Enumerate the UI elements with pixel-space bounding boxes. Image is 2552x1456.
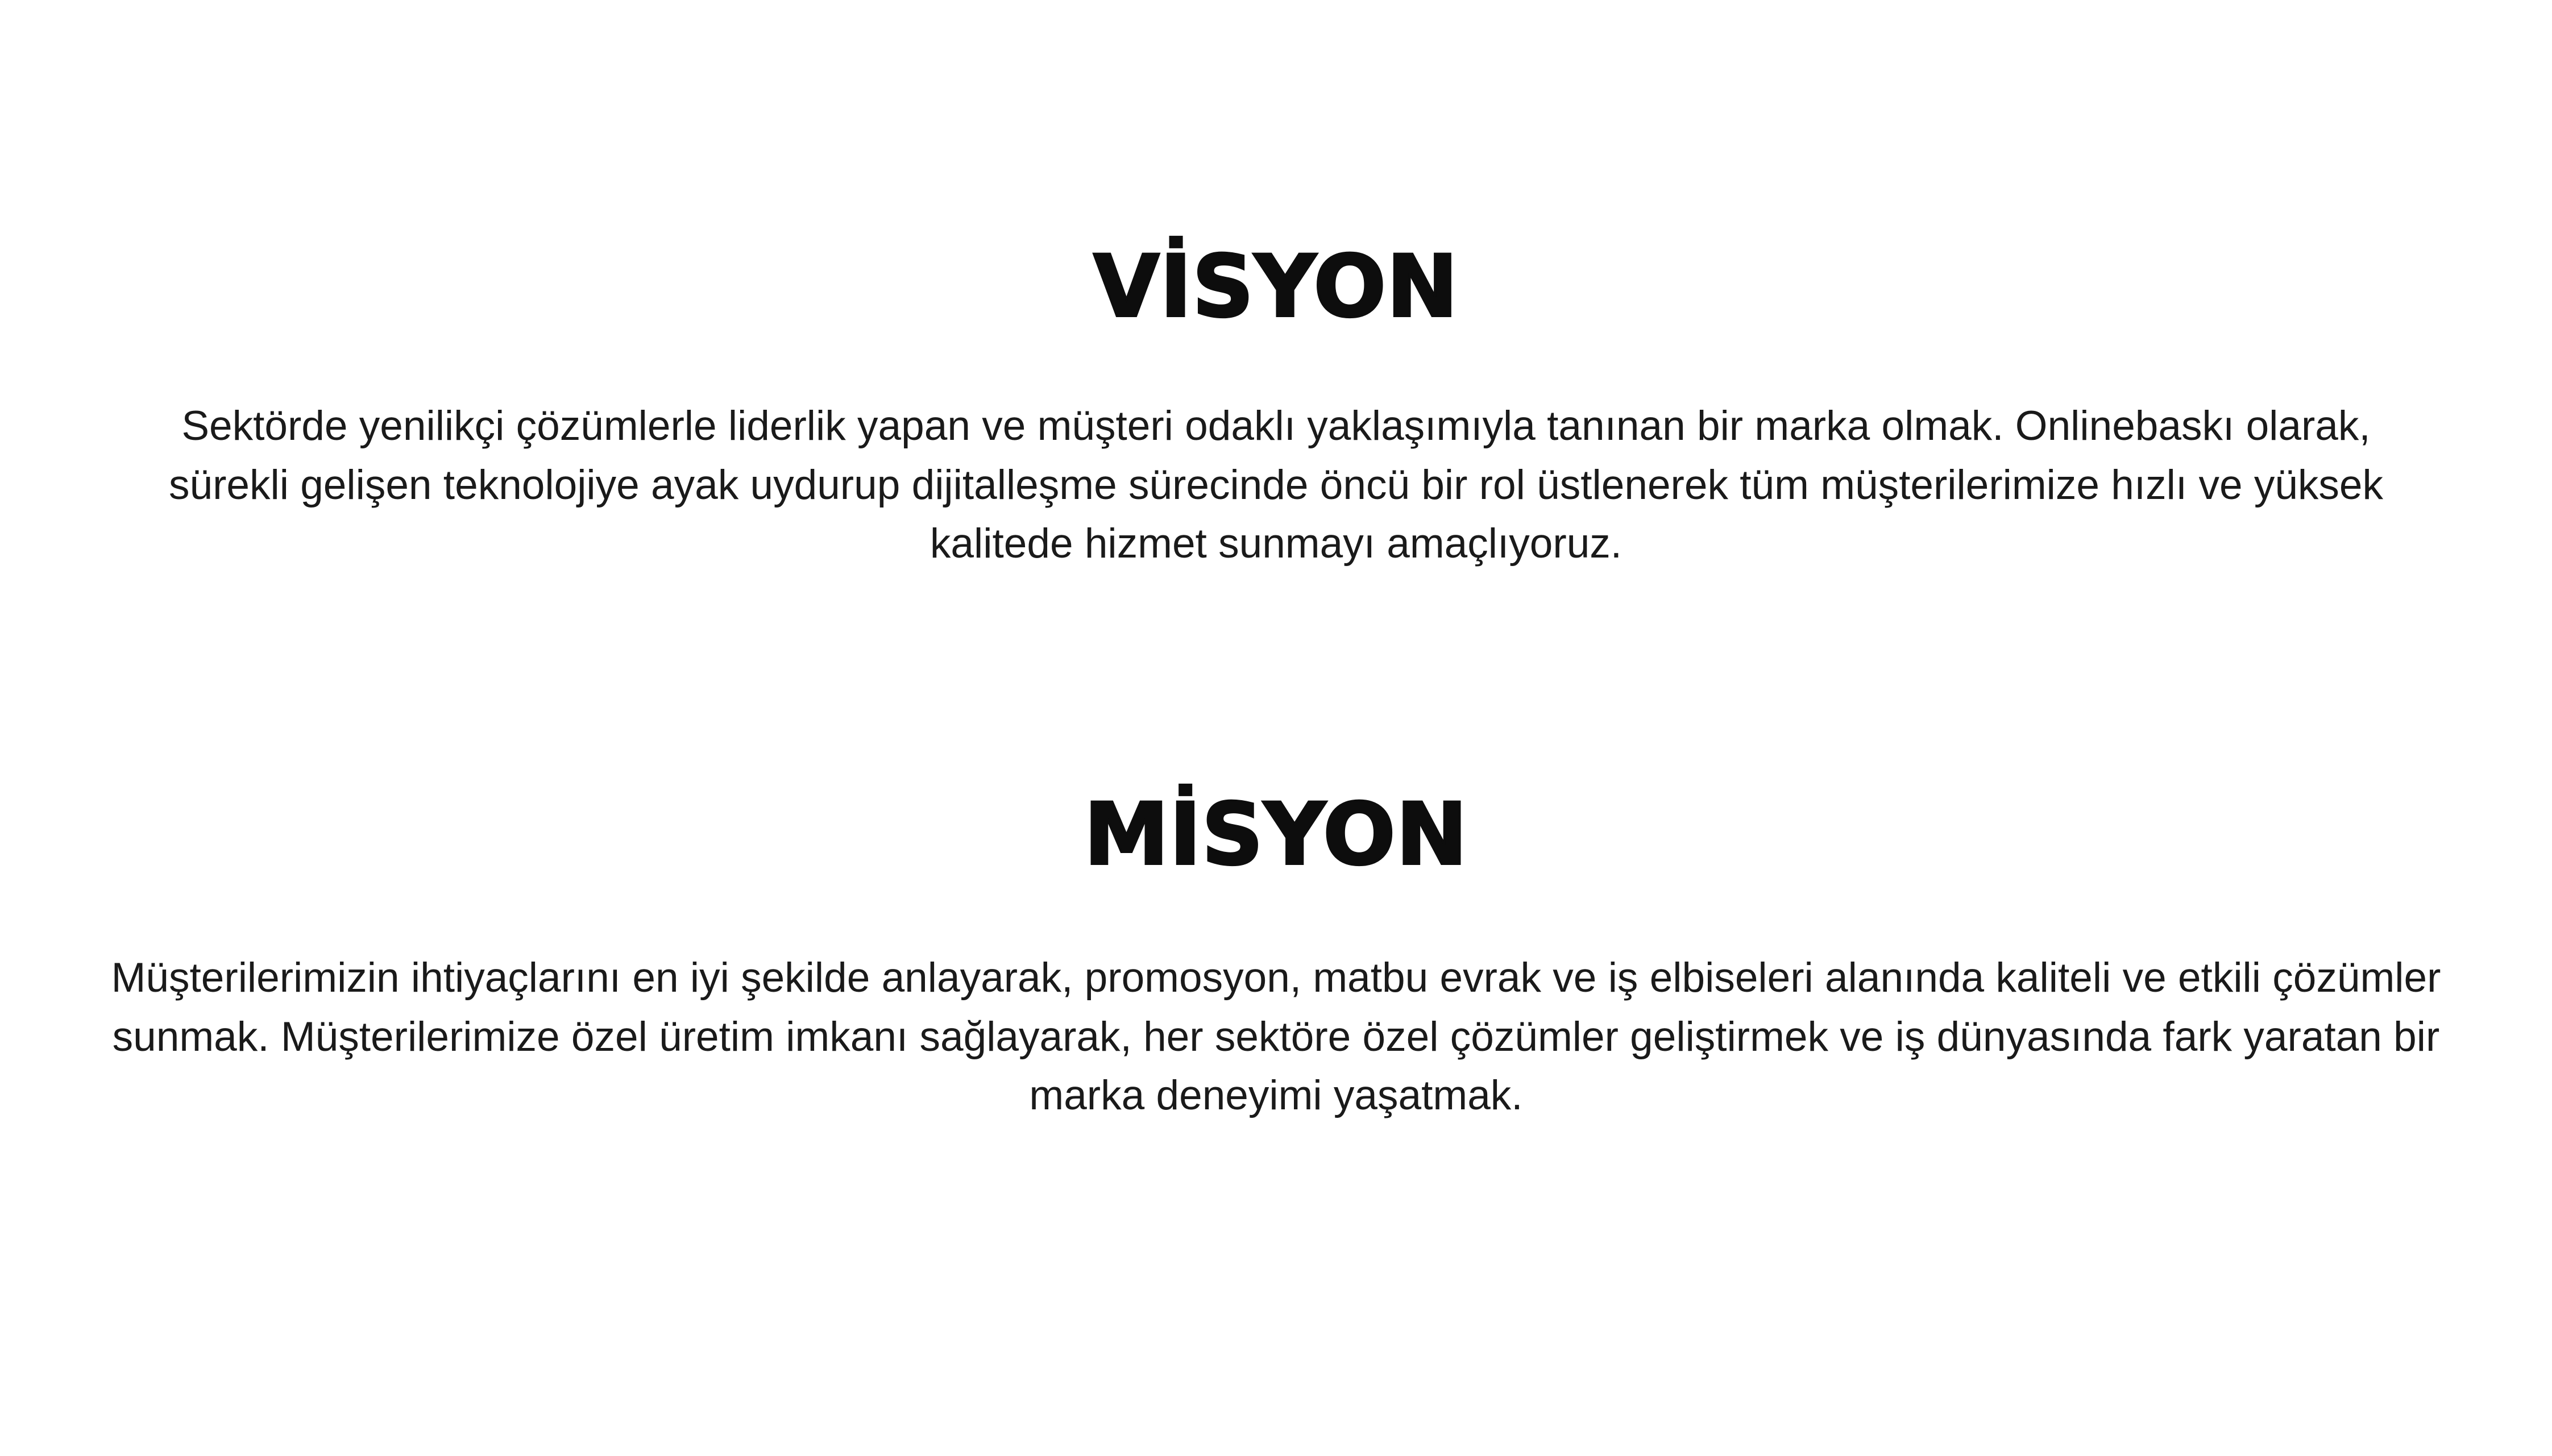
vision-section — [0, 238, 2552, 573]
vision-body-text: Sektörde yenilikçi çözümlerle liderlik yapan ve müşteri odaklı yaklaşımıyla tanınan bir marka olmak. Onlinebaskı olarak, sürekli gelişen teknolojiye ayak uydurup dijitalleşme sürecinde öncü bir rol üstlenerek tüm müşterilerimize hızlı ve yüksek kalitede hizmet sunmayı amaçlıyoruz. — [168, 403, 2384, 567]
mission-section — [0, 785, 2552, 1125]
mission-body-text: Müşterilerimizin ihtiyaçlarını en iyi şekilde anlayarak, promosyon, matbu evrak ve iş elbiseleri alanında kaliteli ve etkili çözümler sunmak. Müşterilerimize özel üretim imkanı sağlayarak, her sektöre özel çözümler geliştirmek ve iş dünyasında fark yaratan bir marka deneyimi yaşatmak. — [111, 954, 2441, 1119]
mission-heading: MİSYON — [1084, 785, 1468, 884]
vision-heading: VİSYON — [1093, 238, 1459, 336]
